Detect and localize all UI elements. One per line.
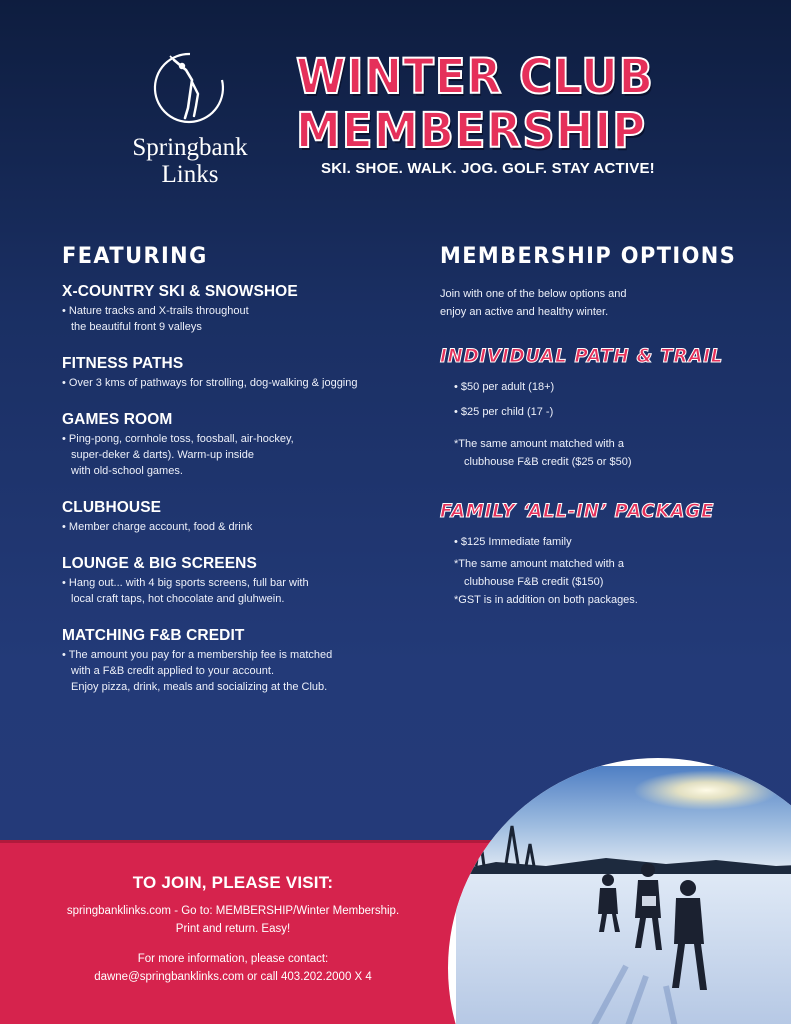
feature-title: LOUNGE & BIG SCREENS bbox=[62, 555, 257, 572]
feature-line: • Hang out... with 4 big sports screens, full bar with bbox=[62, 577, 309, 589]
feature-line: • Member charge account, food & drink bbox=[62, 521, 253, 533]
individual-note-line2: clubhouse F&B credit ($25 or $50) bbox=[464, 456, 632, 468]
brand-name-line1: Springbank bbox=[132, 134, 248, 161]
feature-desc bbox=[62, 575, 422, 607]
feature-title: MATCHING F&B CREDIT bbox=[62, 627, 245, 644]
family-note-line2: clubhouse F&B credit ($150) bbox=[464, 576, 604, 588]
feature-desc bbox=[62, 519, 422, 535]
feature-desc bbox=[62, 431, 422, 479]
membership-section bbox=[440, 244, 760, 608]
feature-line: Enjoy pizza, drink, meals and socializing at the Club. bbox=[71, 681, 328, 693]
title-line2: MEMBERSHIP bbox=[296, 103, 647, 159]
individual-options bbox=[440, 379, 760, 470]
feature-line: • Nature tracks and X-trails throughout bbox=[62, 305, 249, 317]
feature-item bbox=[62, 282, 422, 335]
family-heading: FAMILY ‘ALL-IN’ PACKAGE bbox=[440, 500, 715, 522]
feature-title: X-COUNTRY SKI & SNOWSHOE bbox=[62, 283, 298, 300]
family-note-line1: *The same amount matched with a bbox=[454, 558, 624, 570]
feature-item bbox=[62, 626, 422, 695]
feature-item bbox=[62, 498, 422, 535]
feature-line: local craft taps, hot chocolate and gluhwein. bbox=[71, 593, 285, 605]
child-price: • $25 per child (17 -) bbox=[454, 406, 554, 418]
brand-logo bbox=[120, 50, 260, 188]
membership-heading: MEMBERSHIP OPTIONS bbox=[440, 244, 737, 269]
feature-desc bbox=[62, 375, 422, 391]
title-line1: WINTER CLUB bbox=[296, 49, 654, 105]
feature-item bbox=[62, 554, 422, 607]
contact-info-line: For more information, please contact: bbox=[137, 953, 329, 965]
feature-line: with a F&B credit applied to your account. bbox=[71, 665, 274, 677]
snowshoe-photo-image bbox=[456, 766, 791, 1024]
feature-line: • The amount you pay for a membership fee is matched bbox=[62, 649, 333, 661]
adult-price: • $50 per adult (18+) bbox=[454, 381, 555, 393]
gst-note: *GST is in addition on both packages. bbox=[454, 594, 638, 606]
feature-title: FITNESS PATHS bbox=[62, 355, 184, 372]
join-footer bbox=[0, 840, 520, 1024]
feature-item bbox=[62, 354, 422, 391]
individual-heading: INDIVIDUAL PATH & TRAIL bbox=[440, 345, 724, 367]
family-price: • $125 Immediate family bbox=[454, 536, 572, 548]
feature-line: the beautiful front 9 valleys bbox=[71, 321, 202, 333]
intro-line: Join with one of the below options and bbox=[440, 288, 627, 300]
contact-email-phone[interactable]: dawne@springbanklinks.com or call 403.202.2000 X 4 bbox=[94, 971, 372, 983]
feature-line: • Over 3 kms of pathways for strolling, dog-walking & jogging bbox=[62, 377, 358, 389]
feature-desc bbox=[62, 303, 422, 335]
feature-title: GAMES ROOM bbox=[62, 411, 173, 428]
feature-line: with old-school games. bbox=[71, 465, 183, 477]
intro-line: enjoy an active and healthy winter. bbox=[440, 306, 609, 318]
winter-photo bbox=[448, 758, 791, 1024]
golfer-logo-icon bbox=[152, 50, 228, 126]
feature-title: CLUBHOUSE bbox=[62, 499, 162, 516]
join-easy-line: Print and return. Easy! bbox=[175, 923, 291, 935]
page-title bbox=[296, 50, 676, 158]
tagline: SKI. SHOE. WALK. JOG. GOLF. STAY ACTIVE! bbox=[321, 160, 655, 177]
feature-line: super-deker & darts). Warm-up inside bbox=[71, 449, 254, 461]
feature-desc bbox=[62, 647, 422, 695]
brand-name-line2: Links bbox=[161, 161, 219, 188]
feature-item bbox=[62, 410, 422, 479]
feature-line: • Ping-pong, cornhole toss, foosball, air-hockey, bbox=[62, 433, 294, 445]
featuring-heading: FEATURING bbox=[62, 244, 208, 269]
join-website-line[interactable]: springbanklinks.com - Go to: MEMBERSHIP/Winter Membership. bbox=[66, 905, 400, 917]
individual-note-line1: *The same amount matched with a bbox=[454, 438, 624, 450]
family-options bbox=[440, 534, 760, 608]
featuring-section bbox=[62, 244, 422, 714]
membership-intro bbox=[440, 285, 760, 321]
join-heading: TO JOIN, PLEASE VISIT: bbox=[132, 873, 334, 892]
